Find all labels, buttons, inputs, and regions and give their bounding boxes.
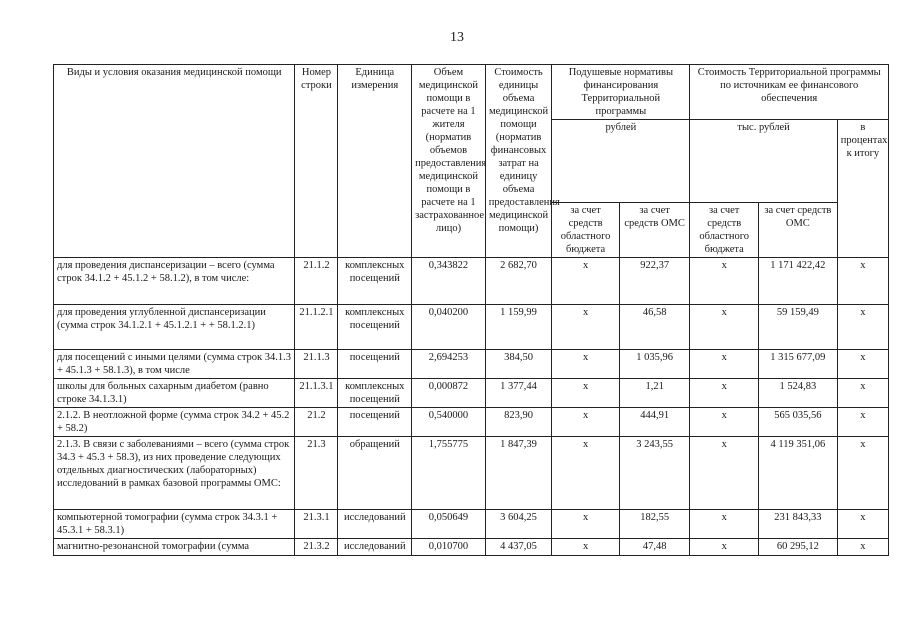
row-cost-regional: х xyxy=(690,437,759,510)
row-percent: х xyxy=(837,258,888,305)
row-number: 21.3.1 xyxy=(295,510,338,539)
row-name: для проведения углубленной диспансеризации (сумма строк 34.1.2.1 + 45.1.2.1 + + 58.1.2.1) xyxy=(54,305,295,350)
row-cost-regional: х xyxy=(690,305,759,350)
row-unit: комплексных посещений xyxy=(338,258,412,305)
row-cost-oms: 231 843,33 xyxy=(758,510,837,539)
row-name: компьютерной томографии (сумма строк 34.3.1 + 45.3.1 + 58.3.1) xyxy=(54,510,295,539)
row-unit-cost: 823,90 xyxy=(485,408,552,437)
row-volume: 0,000872 xyxy=(412,379,486,408)
table-row xyxy=(54,350,889,379)
row-number: 21.1.2.1 xyxy=(295,305,338,350)
row-pc-regional: х xyxy=(552,408,620,437)
row-name: для посещений с иными целями (сумма строк 34.1.3 + 45.1.3 + 58.1.3), в том числе xyxy=(54,350,295,379)
row-percent: х xyxy=(837,408,888,437)
row-percent: х xyxy=(837,305,888,350)
table-row xyxy=(54,258,889,305)
row-name: 2.1.3. В связи с заболеваниями – всего (сумма строк 34.3 + 45.3 + 58.3), из них проведение следующих отдельных диагностических (лабораторных) исследований в рамках базовой программы ОМС: xyxy=(54,437,295,510)
row-cost-regional: х xyxy=(690,258,759,305)
header-cost-oms: за счет средств ОМС xyxy=(758,203,837,258)
row-pc-oms: 47,48 xyxy=(619,539,690,556)
row-cost-regional: х xyxy=(690,350,759,379)
row-pc-regional: х xyxy=(552,258,620,305)
row-cost-oms: 1 171 422,42 xyxy=(758,258,837,305)
page-number: 13 xyxy=(450,30,464,45)
row-unit: исследований xyxy=(338,510,412,539)
row-pc-oms: 922,37 xyxy=(619,258,690,305)
header-pc-regional: за счет средств областного бюджета xyxy=(552,203,620,258)
financing-table xyxy=(53,64,889,556)
row-pc-oms: 444,91 xyxy=(619,408,690,437)
table-row xyxy=(54,408,889,437)
header-unit: Единица измерения xyxy=(338,65,412,258)
row-pc-regional: х xyxy=(552,437,620,510)
header-volume: Объем медицинской помощи в расчете на 1 жителя (норматив объемов предоставления медицинской помощи в расчете на 1 застрахованное лицо) xyxy=(412,65,486,258)
row-unit: исследований xyxy=(338,539,412,556)
header-percent: в процентах к итогу xyxy=(837,120,888,258)
row-unit-cost: 4 437,05 xyxy=(485,539,552,556)
row-percent: х xyxy=(837,350,888,379)
row-cost-regional: х xyxy=(690,510,759,539)
row-unit-cost: 1 847,39 xyxy=(485,437,552,510)
row-unit: комплексных посещений xyxy=(338,379,412,408)
header-unit-thousand-rubles: тыс. рублей xyxy=(690,120,837,203)
header-cost-regional: за счет средств областного бюджета xyxy=(690,203,759,258)
table-row xyxy=(54,437,889,510)
row-pc-regional: х xyxy=(552,379,620,408)
row-volume: 0,010700 xyxy=(412,539,486,556)
header-per-capita-group: Подушевые нормативы финансирования Территориальной программы xyxy=(552,65,690,120)
row-cost-oms: 565 035,56 xyxy=(758,408,837,437)
table-row xyxy=(54,305,889,350)
row-pc-regional: х xyxy=(552,305,620,350)
row-pc-oms: 182,55 xyxy=(619,510,690,539)
header-row-number: Номер строки xyxy=(295,65,338,258)
header-type: Виды и условия оказания медицинской помощи xyxy=(54,65,295,258)
row-unit-cost: 1 159,99 xyxy=(485,305,552,350)
header-pc-oms: за счет средств ОМС xyxy=(619,203,690,258)
row-pc-oms: 1 035,96 xyxy=(619,350,690,379)
row-pc-regional: х xyxy=(552,350,620,379)
row-volume: 0,040200 xyxy=(412,305,486,350)
row-pc-oms: 46,58 xyxy=(619,305,690,350)
row-unit: посещений xyxy=(338,408,412,437)
row-volume: 0,050649 xyxy=(412,510,486,539)
row-unit-cost: 3 604,25 xyxy=(485,510,552,539)
row-cost-oms: 4 119 351,06 xyxy=(758,437,837,510)
row-pc-regional: х xyxy=(552,510,620,539)
row-name: 2.1.2. В неотложной форме (сумма строк 34.2 + 45.2 + 58.2) xyxy=(54,408,295,437)
table-row xyxy=(54,539,889,556)
row-volume: 0,540000 xyxy=(412,408,486,437)
row-volume: 0,343822 xyxy=(412,258,486,305)
row-cost-regional: х xyxy=(690,408,759,437)
row-unit: обращений xyxy=(338,437,412,510)
header-program-cost-group: Стоимость Территориальной программы по источникам ее финансового обеспечения xyxy=(690,65,889,120)
table-row xyxy=(54,379,889,408)
row-percent: х xyxy=(837,437,888,510)
row-percent: х xyxy=(837,379,888,408)
row-cost-oms: 59 159,49 xyxy=(758,305,837,350)
row-number: 21.2 xyxy=(295,408,338,437)
row-unit: комплексных посещений xyxy=(338,305,412,350)
row-volume: 2,694253 xyxy=(412,350,486,379)
row-name: школы для больных сахарным диабетом (равно строке 34.1.3.1) xyxy=(54,379,295,408)
row-percent: х xyxy=(837,510,888,539)
row-volume: 1,755775 xyxy=(412,437,486,510)
table-row xyxy=(54,510,889,539)
row-number: 21.1.2 xyxy=(295,258,338,305)
row-pc-regional: х xyxy=(552,539,620,556)
row-cost-oms: 1 524,83 xyxy=(758,379,837,408)
row-unit-cost: 1 377,44 xyxy=(485,379,552,408)
row-unit: посещений xyxy=(338,350,412,379)
row-pc-oms: 1,21 xyxy=(619,379,690,408)
row-cost-regional: х xyxy=(690,539,759,556)
row-name: для проведения диспансеризации – всего (сумма строк 34.1.2 + 45.1.2 + 58.1.2), в том числе: xyxy=(54,258,295,305)
header-unit-cost: Стоимость единицы объема медицинской помощи (норматив финансовых затрат на единицу объема предоставления медицинской помощи) xyxy=(485,65,552,258)
row-number: 21.3 xyxy=(295,437,338,510)
row-unit-cost: 384,50 xyxy=(485,350,552,379)
header-unit-rubles: рублей xyxy=(552,120,690,203)
row-name: магнитно-резонансной томографии (сумма xyxy=(54,539,295,556)
row-cost-oms: 1 315 677,09 xyxy=(758,350,837,379)
row-number: 21.1.3.1 xyxy=(295,379,338,408)
row-cost-oms: 60 295,12 xyxy=(758,539,837,556)
row-unit-cost: 2 682,70 xyxy=(485,258,552,305)
row-cost-regional: х xyxy=(690,379,759,408)
row-percent: х xyxy=(837,539,888,556)
row-number: 21.1.3 xyxy=(295,350,338,379)
row-pc-oms: 3 243,55 xyxy=(619,437,690,510)
row-number: 21.3.2 xyxy=(295,539,338,556)
